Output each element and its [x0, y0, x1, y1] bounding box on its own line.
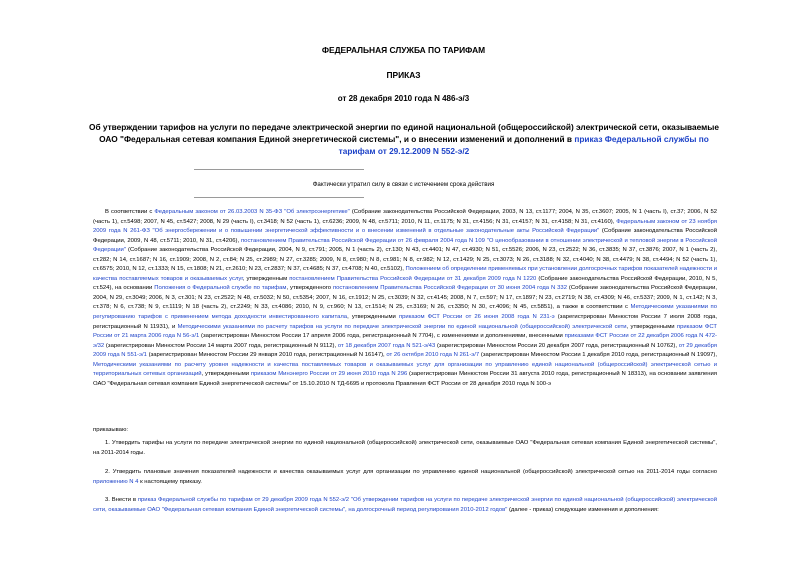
- intro-link-9[interactable]: постановлением Правительства Российской Федерации от 31 декабря 2009 года N 1220: [289, 275, 537, 282]
- agency-heading: ФЕДЕРАЛЬНАЯ СЛУЖБА ПО ТАРИФАМ: [321, 45, 486, 55]
- intro-link-7[interactable]: Положением об определении применяемых при установлении долгосрочных тарифов показателей надежности и качества поставляемых товаров и оказываемых услуг: [93, 266, 717, 282]
- title-amended-order-link[interactable]: приказ Федеральной службы по тарифам от 29.12.2009 N 552-э/2: [338, 134, 709, 156]
- intro-text-2: (Собрание законодательства Российской Федерации, 2003, N 13, ст.1177; 2004, N 35, ст.3607; 2005, N 1 (часть I), ст.37; 2006, N 52 (часть 1), ст.5498; 2007, N 45, ст.5427; 2008, N 29 (часть I), ст.3418; N 52 (часть 1), ст.6236; 2009, N 48, ст.5711; 2010, N 11, ст.1175; N 31, ст.4156; N 31, ст.4157; N 31, ст.4158; N 31, ст.4160),: [93, 209, 717, 225]
- intro-text-24: (зарегистрирован Минюстом России 14 марта 2007 года, регистрационный N 9112),: [104, 342, 338, 349]
- p3-text-0: 3. Внести в: [105, 497, 138, 503]
- p3-link-1[interactable]: приказ Федеральной службы по тарифам от 29 декабря 2009 года N 552-э/2 "Об утверждении тарифов на услуги по передаче электрической энергии по единой национальной (общероссийской) электрической сети, оказываемые ОАО "Федеральная сетевая компания Единой энергетической системы", на долгосрочный период регулирования 2010-2012 годов": [93, 497, 717, 513]
- preamble-paragraph: [93, 208, 717, 389]
- intro-text-32: , утвержденными: [201, 371, 251, 378]
- intro-link-23[interactable]: приказами ФСТ России от 22 декабря 2006 года N 472-э/32: [93, 333, 717, 349]
- intro-text-34: (зарегистрирован Минюстом России 31 августа 2010 года, регистрационный N 18313), на основании заявления ОАО "Федеральная сетевая компания Единой энергетической системы" от 15.10.2010 N ТД-6695 и протокола Правления ФСТ России от 28 декабря 2010 года N 100-э: [93, 371, 718, 387]
- intro-link-33[interactable]: приказом Минэнерго России от 29 июня 2010 года N 296: [250, 371, 408, 378]
- intro-text-26: (зарегистрирован Минюстом России 20 декабря 2007 года, регистрационный N 10762),: [435, 342, 679, 349]
- intro-link-11[interactable]: Положения о Федеральной службе по тарифам: [154, 285, 287, 292]
- p3-text-2: (далее - приказ) следующие изменения и дополнения:: [507, 506, 659, 513]
- intro-text-14: (Собрание законодательства Российской Федерации, 2004, N 29, ст.3049; 2006, N 3, ст.301; N 23, ст.2522; N 48, ст.5032; N 50, ст.5354; 2007, N 16, ст.1912; N 25, ст.3039; N 32, ст.4145; 2008, N 7, ст.597; N 17, ст.1897; N 23, ст.2719; N 38, ст.4309; N 46, ст.5337; 2009, N 1, ст.142; N 3, ст.378; N 6, ст.738; N 9, ст.1119; N 18 (часть 2), ст.2249; N 33, ст.4086; 2010, N 9, ст.960; N 13, ст.1514; N 25, ст.3169; N 26, ст.3350; N 30, ст.4096; N 45, ст.5851), а также в соответствии с: [93, 285, 718, 311]
- intro-text-16: , утвержденными: [347, 314, 399, 321]
- intro-text-10: (Собрание законодательства Российской Федерации, 2010, N 5, ст.524), на основании: [93, 275, 717, 292]
- intro-text-4: (Собрание законодательства Российской Федерации, 2009, N 48, ст.5711; 2010, N 31, ст.4206),: [93, 228, 717, 244]
- intro-link-25[interactable]: от 18 декабря 2007 года N 521-э/43: [337, 342, 436, 349]
- intro-text-22: (зарегистрирован Минюстом России 17 апреля 2006 года, регистрационный N 7704), с изменениями и дополнениями, внесенными: [199, 333, 565, 340]
- intro-text-6: (Собрание законодательства Российской Федерации, 2004, N 9, ст.791; 2005, N 1 (часть 2), ст.130; N 43, ст.4401; N 47, ст.4930; N 51, ст.5526; 2006, N 23, ст.2522; N 36, ст.3835; N 37, ст.3876; 2007, N 1 (часть 2), ст.282; N 14, ст.1687; N 16, ст.1909; 2008, N 2, ст.84; N 25, ст.2989; N 27, ст.3285; 2009, N 8, ст.980; N 8, ст.981; N 8, ст.982; N 12, ст.1429; N 25, ст.3073; N 26, ст.3188; N 32, ст.4040; N 38, ст.4479; N 38, ст.4494; N 52 (часть 1), ст.6575; 2010, N 12, ст.1333; N 15, ст.1808; N 21, ст.2610; N 23, ст.2837; N 37, ст.4685; N 37, ст.4708; N 40, ст.5102),: [93, 247, 717, 273]
- intro-link-19[interactable]: Методическими указаниями по расчету тарифов на услуги по передаче электрической энергии по единой национальной (общероссийской) электрической сети: [177, 323, 627, 330]
- prikazyvayu-label: приказываю:: [93, 427, 129, 433]
- doc-type-heading: ПРИКАЗ: [386, 70, 421, 80]
- intro-link-3[interactable]: Федеральным законом от 23 ноября 2009 года N 261-ФЗ "Об энергосбережении и о повышении энергетической эффективности и о внесении изменений в отдельные законодательные акты Российской Федерации": [93, 218, 717, 235]
- paragraph-1: 1. Утвердить тарифы на услуги по передаче электрической энергии по единой национальной (общероссийской) электрической сети, оказываемые ОАО "Федеральная сетевая компания Единой энергетической системы", на 2011-2014 годы.: [93, 440, 717, 456]
- intro-text-8: , утвержденным: [242, 275, 290, 282]
- intro-text-18: (зарегистрирован Минюстом России 7 июля 2008 года, регистрационный N 11931), и: [93, 314, 718, 330]
- intro-link-13[interactable]: постановлением Правительства Российской Федерации от 30 июня 2004 года N 332: [332, 285, 567, 292]
- p2-text-0: 2. Утвердить плановые значения показателей надежности и качества оказываемых услуг для организации по управлению единой национальной (общероссийской) электрической сетью на 2011-2014 годы согласно: [105, 469, 717, 475]
- intro-text-20: , утвержденными: [626, 323, 677, 330]
- intro-text-0: В соответствии с: [105, 209, 155, 215]
- intro-link-5[interactable]: постановлением Правительства Российской Федерации от 26 февраля 2004 года N 109 "О ценообразовании в отношении электрической и тепловой энергии в Российской Федерации": [93, 237, 717, 254]
- intro-link-27[interactable]: от 29 декабря 2009 года N 551-э/1: [93, 342, 717, 359]
- status-note: Фактически утратил силу в связи с истечением срока действия: [312, 181, 495, 188]
- intro-text-30: (зарегистрирован Минюстом России 1 декабря 2010 года, регистрационный N 19097),: [479, 352, 717, 359]
- intro-link-21[interactable]: приказом ФСТ России от 21 марта 2006 года N 56-э/1: [93, 323, 717, 340]
- divider-bottom: [194, 197, 364, 198]
- intro-link-1[interactable]: Федеральным законом от 26.03.2003 N 35-ФЗ "Об электроэнергетике": [154, 209, 350, 215]
- intro-text-12: , утвержденного: [286, 285, 333, 292]
- intro-link-31[interactable]: Методическими указаниями по расчету уровня надежности и качества поставляемых товаров и оказываемых услуг для организации по управлению единой национальной (общероссийской) электрической сетью и территориальных сетевых организаций: [93, 361, 717, 378]
- title-text: Об утверждении тарифов на услуги по передаче электрической энергии по единой национальной (общероссийской) электрической сети, оказываемые ОАО "Федеральная сетевая компания Единой энергетической системы", и о внесении изменений и дополнений в: [88, 122, 720, 144]
- paragraph-3: [93, 496, 717, 515]
- paragraph-2: [93, 468, 717, 487]
- date-number-heading: от 28 декабря 2010 года N 486-э/3: [337, 94, 470, 103]
- intro-link-15[interactable]: Методическими указаниями по регулированию тарифов с применением метода доходности инвестированного капитала: [93, 304, 717, 321]
- intro-text-28: (зарегистрирован Минюстом России 29 января 2010 года, регистрационный N 16147),: [146, 352, 387, 359]
- intro-link-29[interactable]: от 26 октября 2010 года N 261-э/7: [386, 352, 480, 359]
- p2-text-2: к настоящему приказу.: [138, 478, 202, 485]
- p2-link-1[interactable]: приложению N 4: [93, 478, 139, 485]
- intro-link-17[interactable]: приказом ФСТ России от 26 июня 2008 года N 231-э: [398, 314, 555, 321]
- document-title: [88, 121, 720, 157]
- divider-top: [194, 169, 364, 170]
